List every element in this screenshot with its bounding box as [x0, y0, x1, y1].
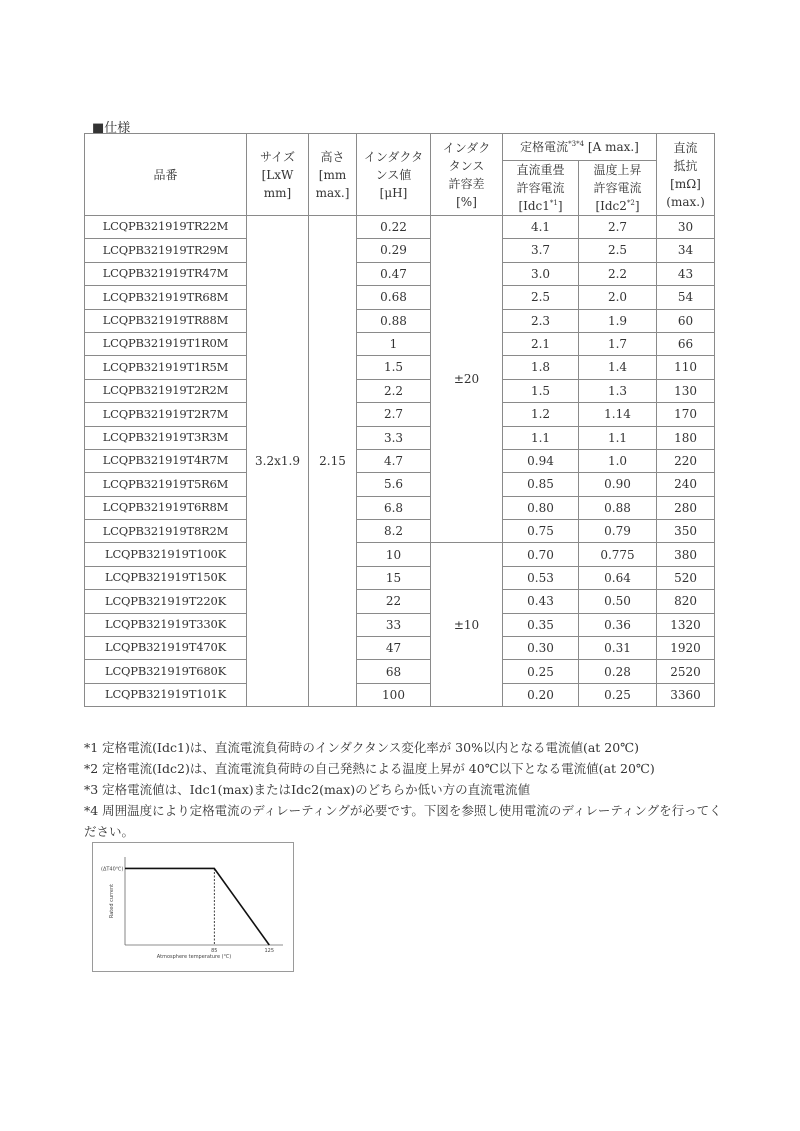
height-cell: 2.15 [309, 216, 357, 707]
idc2-cell: 0.79 [579, 520, 657, 543]
section-title: ■仕様 [92, 121, 131, 136]
part-number-cell: LCQPB321919T2R7M [85, 403, 247, 426]
table-row [85, 403, 715, 426]
table-row [85, 543, 715, 566]
idc2-cell: 0.28 [579, 660, 657, 683]
note-3: *3 定格電流値は、Idc1(max)またはIdc2(max)のどちらか低い方の直流電流値 [84, 782, 531, 797]
table-row [85, 566, 715, 589]
idc2-cell: 0.50 [579, 590, 657, 613]
table-row [85, 520, 715, 543]
header-tolerance: インダク タンス 許容差 [%] [431, 134, 503, 216]
dc-resistance-cell: 43 [657, 262, 715, 285]
inductance-cell: 47 [357, 637, 431, 660]
table-row [85, 590, 715, 613]
notes [84, 737, 724, 842]
part-number-cell: LCQPB321919T6R8M [85, 496, 247, 519]
idc1-cell: 0.30 [503, 637, 579, 660]
idc1-cell: 2.3 [503, 309, 579, 332]
part-number-cell: LCQPB321919T330K [85, 613, 247, 636]
dc-resistance-cell: 54 [657, 286, 715, 309]
inductance-cell: 4.7 [357, 449, 431, 472]
idc1-cell: 0.70 [503, 543, 579, 566]
dc-resistance-cell: 180 [657, 426, 715, 449]
dc-resistance-cell: 520 [657, 566, 715, 589]
note-4: *4 周囲温度により定格電流のディレーティングが必要です。下図を参照し使用電流のディレーティングを行ってください。 [84, 803, 722, 839]
idc2-cell: 1.3 [579, 379, 657, 402]
idc1-cell: 0.35 [503, 613, 579, 636]
table-row [85, 262, 715, 285]
derating-curve [125, 868, 269, 945]
table-row [85, 496, 715, 519]
inductance-cell: 5.6 [357, 473, 431, 496]
idc2-cell: 0.775 [579, 543, 657, 566]
idc2-cell: 0.25 [579, 683, 657, 706]
inductance-cell: 8.2 [357, 520, 431, 543]
idc1-cell: 0.25 [503, 660, 579, 683]
table-row [85, 379, 715, 402]
dc-resistance-cell: 170 [657, 403, 715, 426]
idc1-cell: 1.5 [503, 379, 579, 402]
derating-chart-svg [93, 843, 293, 971]
dc-resistance-cell: 66 [657, 332, 715, 355]
part-number-cell: LCQPB321919TR47M [85, 262, 247, 285]
idc2-cell: 0.90 [579, 473, 657, 496]
table-row [85, 613, 715, 636]
dc-resistance-cell: 30 [657, 216, 715, 239]
inductance-cell: 100 [357, 683, 431, 706]
dc-resistance-cell: 380 [657, 543, 715, 566]
spec-table-body [85, 216, 715, 707]
note-1: *1 定格電流(Idc1)は、直流電流負荷時のインダクタンス変化率が 30%以内となる電流値(at 20℃) [84, 740, 640, 755]
part-number-cell: LCQPB321919T2R2M [85, 379, 247, 402]
dc-resistance-cell: 280 [657, 496, 715, 519]
inductance-cell: 22 [357, 590, 431, 613]
idc1-cell: 2.5 [503, 286, 579, 309]
tolerance-cell: ±10 [431, 543, 503, 707]
dc-resistance-cell: 1920 [657, 637, 715, 660]
idc2-cell: 0.36 [579, 613, 657, 636]
part-number-cell: LCQPB321919T470K [85, 637, 247, 660]
idc2-cell: 1.14 [579, 403, 657, 426]
series-label: (ΔT40℃) [101, 866, 124, 873]
x-tick-label: 85 [211, 948, 218, 954]
tolerance-cell: ±20 [431, 216, 503, 543]
idc2-cell: 2.2 [579, 262, 657, 285]
idc2-cell: 1.1 [579, 426, 657, 449]
table-row [85, 239, 715, 262]
part-number-cell: LCQPB321919T3R3M [85, 426, 247, 449]
part-number-cell: LCQPB321919T101K [85, 683, 247, 706]
part-number-cell: LCQPB321919TR22M [85, 216, 247, 239]
note-2: *2 定格電流(Idc2)は、直流電流負荷時の自己発熱による温度上昇が 40℃以下となる電流値(at 20℃) [84, 761, 655, 776]
table-row [85, 473, 715, 496]
dc-resistance-cell: 34 [657, 239, 715, 262]
part-number-cell: LCQPB321919TR88M [85, 309, 247, 332]
dc-resistance-cell: 1320 [657, 613, 715, 636]
dc-resistance-cell: 3360 [657, 683, 715, 706]
idc2-cell: 1.0 [579, 449, 657, 472]
spec-table [84, 133, 715, 707]
inductance-cell: 0.22 [357, 216, 431, 239]
inductance-cell: 0.47 [357, 262, 431, 285]
part-number-cell: LCQPB321919T1R0M [85, 332, 247, 355]
size-cell: 3.2x1.9 [247, 216, 309, 707]
part-number-cell: LCQPB321919T4R7M [85, 449, 247, 472]
table-row [85, 683, 715, 706]
dc-resistance-cell: 350 [657, 520, 715, 543]
idc2-cell: 2.7 [579, 216, 657, 239]
header-idc2: 温度上昇 許容電流 [Idc2$^{*2}$] [579, 161, 657, 216]
part-number-cell: LCQPB321919T8R2M [85, 520, 247, 543]
y-axis-label: Rated current [109, 883, 115, 919]
part-number-cell: LCQPB321919T150K [85, 566, 247, 589]
idc2-cell: 2.0 [579, 286, 657, 309]
idc1-cell: 0.85 [503, 473, 579, 496]
part-number-cell: LCQPB321919T100K [85, 543, 247, 566]
dc-resistance-cell: 220 [657, 449, 715, 472]
part-number-cell: LCQPB321919T220K [85, 590, 247, 613]
part-number-cell: LCQPB321919T1R5M [85, 356, 247, 379]
idc1-cell: 1.1 [503, 426, 579, 449]
idc1-cell: 0.43 [503, 590, 579, 613]
idc1-cell: 1.8 [503, 356, 579, 379]
idc2-cell: 1.4 [579, 356, 657, 379]
table-row [85, 449, 715, 472]
idc1-cell: 3.7 [503, 239, 579, 262]
idc1-cell: 2.1 [503, 332, 579, 355]
inductance-cell: 68 [357, 660, 431, 683]
table-row [85, 356, 715, 379]
inductance-cell: 0.68 [357, 286, 431, 309]
dc-resistance-cell: 820 [657, 590, 715, 613]
table-row [85, 216, 715, 239]
dc-resistance-cell: 2520 [657, 660, 715, 683]
header-idc1: 直流重畳 許容電流 [Idc1$^{*1}$] [503, 161, 579, 216]
inductance-cell: 2.7 [357, 403, 431, 426]
table-row [85, 332, 715, 355]
idc2-cell: 1.9 [579, 309, 657, 332]
inductance-cell: 10 [357, 543, 431, 566]
header-part-number: 品番 [85, 134, 247, 216]
table-row [85, 286, 715, 309]
idc1-cell: 0.80 [503, 496, 579, 519]
idc2-cell: 0.88 [579, 496, 657, 519]
inductance-cell: 2.2 [357, 379, 431, 402]
table-row [85, 426, 715, 449]
inductance-cell: 0.29 [357, 239, 431, 262]
part-number-cell: LCQPB321919TR68M [85, 286, 247, 309]
idc2-cell: 0.31 [579, 637, 657, 660]
part-number-cell: LCQPB321919TR29M [85, 239, 247, 262]
idc1-cell: 0.20 [503, 683, 579, 706]
idc1-cell: 0.53 [503, 566, 579, 589]
table-row [85, 637, 715, 660]
idc1-cell: 0.75 [503, 520, 579, 543]
header-height: 高さ [mm max.] [309, 134, 357, 216]
idc1-cell: 0.94 [503, 449, 579, 472]
inductance-cell: 1 [357, 332, 431, 355]
idc1-cell: 4.1 [503, 216, 579, 239]
dc-resistance-cell: 60 [657, 309, 715, 332]
table-row [85, 309, 715, 332]
inductance-cell: 6.8 [357, 496, 431, 519]
x-tick-label: 125 [264, 948, 275, 954]
header-inductance: インダクタ ンス値 [μH] [357, 134, 431, 216]
table-row [85, 660, 715, 683]
part-number-cell: LCQPB321919T680K [85, 660, 247, 683]
idc1-cell: 1.2 [503, 403, 579, 426]
inductance-cell: 3.3 [357, 426, 431, 449]
inductance-cell: 15 [357, 566, 431, 589]
idc2-cell: 0.64 [579, 566, 657, 589]
derating-chart [92, 842, 294, 972]
part-number-cell: LCQPB321919T5R6M [85, 473, 247, 496]
inductance-cell: 33 [357, 613, 431, 636]
dc-resistance-cell: 130 [657, 379, 715, 402]
x-axis-label: Atmosphere temperature (℃) [156, 954, 232, 960]
header-dc-resistance: 直流 抵抗 [mΩ] (max.) [657, 134, 715, 216]
idc2-cell: 1.7 [579, 332, 657, 355]
dc-resistance-cell: 240 [657, 473, 715, 496]
dc-resistance-cell: 110 [657, 356, 715, 379]
idc1-cell: 3.0 [503, 262, 579, 285]
header-rated-current: 定格電流$^{*3*4}$ [A max.] [503, 134, 657, 161]
inductance-cell: 1.5 [357, 356, 431, 379]
header-size: サイズ [LxW mm] [247, 134, 309, 216]
inductance-cell: 0.88 [357, 309, 431, 332]
idc2-cell: 2.5 [579, 239, 657, 262]
